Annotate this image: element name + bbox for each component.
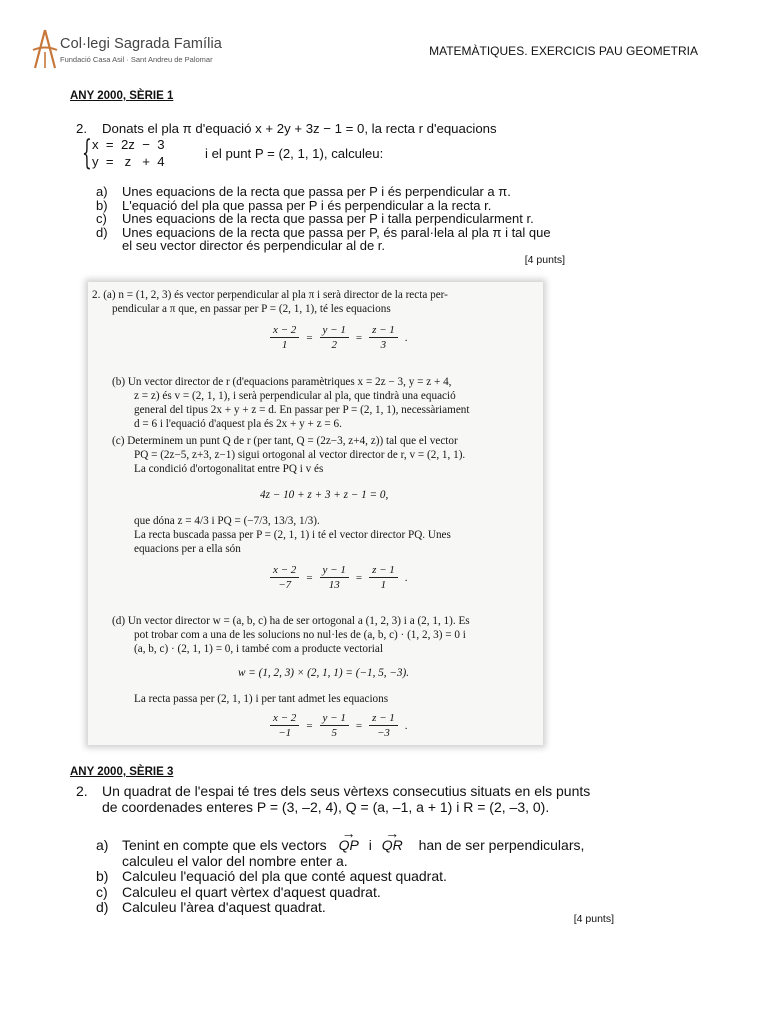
solution-d-line2: pot trobar com a una de les solucions no nul·les de (a, b, c) · (1, 2, 3) = 0 i [134,629,466,641]
problem-statement-2 [76,783,590,815]
logo-subtitle: Fundació Casa Asil · Sant Andreu de Palomar [60,55,213,64]
points-label: [4 punts] [524,254,565,266]
solution-d-line1: (d) Un vector director w = (a, b, c) ha de ser ortogonal a (1, 2, 3) i a (2, 1, 1). Es [112,615,470,627]
solution-b-line4: d = 6 i l'equació d'aquest pla és 2x + y + z = 6. [134,418,342,430]
problem-number: 2. [76,783,88,799]
list-item: d) Unes equacions de la recta que passa per P, és paral·lela al pla π i tal que [96,224,551,240]
problem2-items [96,838,616,916]
solution-c-line6: equacions per a ella són [134,543,241,555]
system-equation-2: y = z + 4 [92,154,165,169]
solution-c-line3: La condició d'ortogonalitat entre PQ i v és [134,463,324,475]
problem-items [96,185,576,253]
solution-c-equation: 4z − 10 + z + 3 + z − 1 = 0, [260,489,389,501]
solution-b-line2: z = z) és v = (2, 1, 1), i serà perpendicular al pla, que tindrà una equació [134,390,456,402]
equation-c: $\frac{x - 2}{-7}$ = $\frac{y - 1}{13}$ = $\frac{z - 1}{1}$ . [268,564,413,591]
points-label-2: [4 punts] [573,913,614,925]
list-item: b) Calculeu l'equació del pla que conté aquest quadrat. [96,868,447,884]
brace-icon: { [82,133,92,173]
list-item: d) Calculeu l'àrea d'aquest quadrat. [96,899,326,915]
solution-b-line3: general del tipus 2x + y + z = d. En passar per P = (2, 1, 1), necessàriament [134,404,470,416]
list-item: a) Tenint en compte que els vectors → QP i → QR han de ser perpendiculars, [96,838,616,854]
solution-box [88,282,543,745]
solution-c-line5: La recta buscada passa per P = (2, 1, 1) i té el vector director PQ. Unes [134,529,451,541]
solution-d-equation: w = (1, 2, 3) × (2, 1, 1) = (−1, 5, −3). [238,667,410,679]
solution-a-line1: 2. (a) n = (1, 2, 3) és vector perpendicular al pla π i serà director de la recta per- [92,289,448,301]
equation-system [82,133,212,173]
solution-b-line1: (b) Un vector director de r (d'equacions paramètriques x = 2z − 3, y = z + 4, [112,376,452,388]
header-title: MATEMÀTIQUES. EXERCICIS PAU GEOMETRIA [429,44,698,58]
list-item: b) L'equació del pla que passa per P i és perpendicular a la recta r. [96,197,492,213]
problem-statement [76,121,497,136]
vector-qr: → QR [382,838,403,854]
problem2-line-1: Un quadrat de l'espai té tres dels seus vèrtexs consecutius situats en els punts [102,783,591,799]
vector-qp: → QP [339,838,359,854]
problem2-line-2: de coordenades enteres P = (3, –2, 4), Q = (a, –1, a + 1) i R = (2, –3, 0). [102,799,550,815]
section-heading-serie1: ANY 2000, SÈRIE 1 [70,90,174,102]
list-item-continuation: el seu vector director és perpendicular al de r. [122,238,386,253]
solution-d-line4: La recta passa per (2, 1, 1) i per tant admet les equacions [134,693,389,705]
list-item: a) Unes equacions de la recta que passa per P i és perpendicular a π. [96,184,511,199]
list-item: c) Calculeu el quart vèrtex d'aquest quadrat. [96,883,381,900]
list-item-continuation: calculeu el valor del nombre enter a. [122,852,348,869]
solution-c-line2: PQ = (2z−5, z+3, z−1) sigui ortogonal al vector director de r, v = (2, 1, 1). [134,449,466,461]
compass-logo-icon [32,28,58,70]
equation-a: $\frac{x - 2}{1}$ = $\frac{y - 1}{2}$ = $\frac{z - 1}{3}$ . [268,324,413,351]
school-logo [32,28,222,72]
problem-point: i el punt P = (2, 1, 1), calculeu: [205,146,384,161]
solution-c-line4: que dóna z = 4/3 i PQ = (−7/3, 13/3, 1/3). [134,515,320,527]
solution-d-line3: (a, b, c) · (2, 1, 1) = 0, i també com a producte vectorial [134,643,383,655]
section-heading-serie3: ANY 2000, SÈRIE 3 [70,766,174,778]
problem-number: 2. [76,121,87,136]
system-equation-1: x = 2z − 3 [92,137,165,152]
list-item: c) Unes equacions de la recta que passa per P i talla perpendicularment r. [96,211,534,226]
solution-a-line2: pendicular a π que, en passar per P = (2, 1, 1), té les equacions [112,303,391,315]
equation-d: $\frac{x - 2}{-1}$ = $\frac{y - 1}{5}$ = $\frac{z - 1}{-3}$ . [268,712,413,739]
problem-line-1: Donats el pla π d'equació x + 2y + 3z − 1 = 0, la recta r d'equacions [102,121,497,136]
solution-c-line1: (c) Determinem un punt Q de r (per tant, Q = (2z−3, z+4, z)) tal que el vector [112,435,458,447]
logo-name: Col·legi Sagrada Família [60,36,222,52]
